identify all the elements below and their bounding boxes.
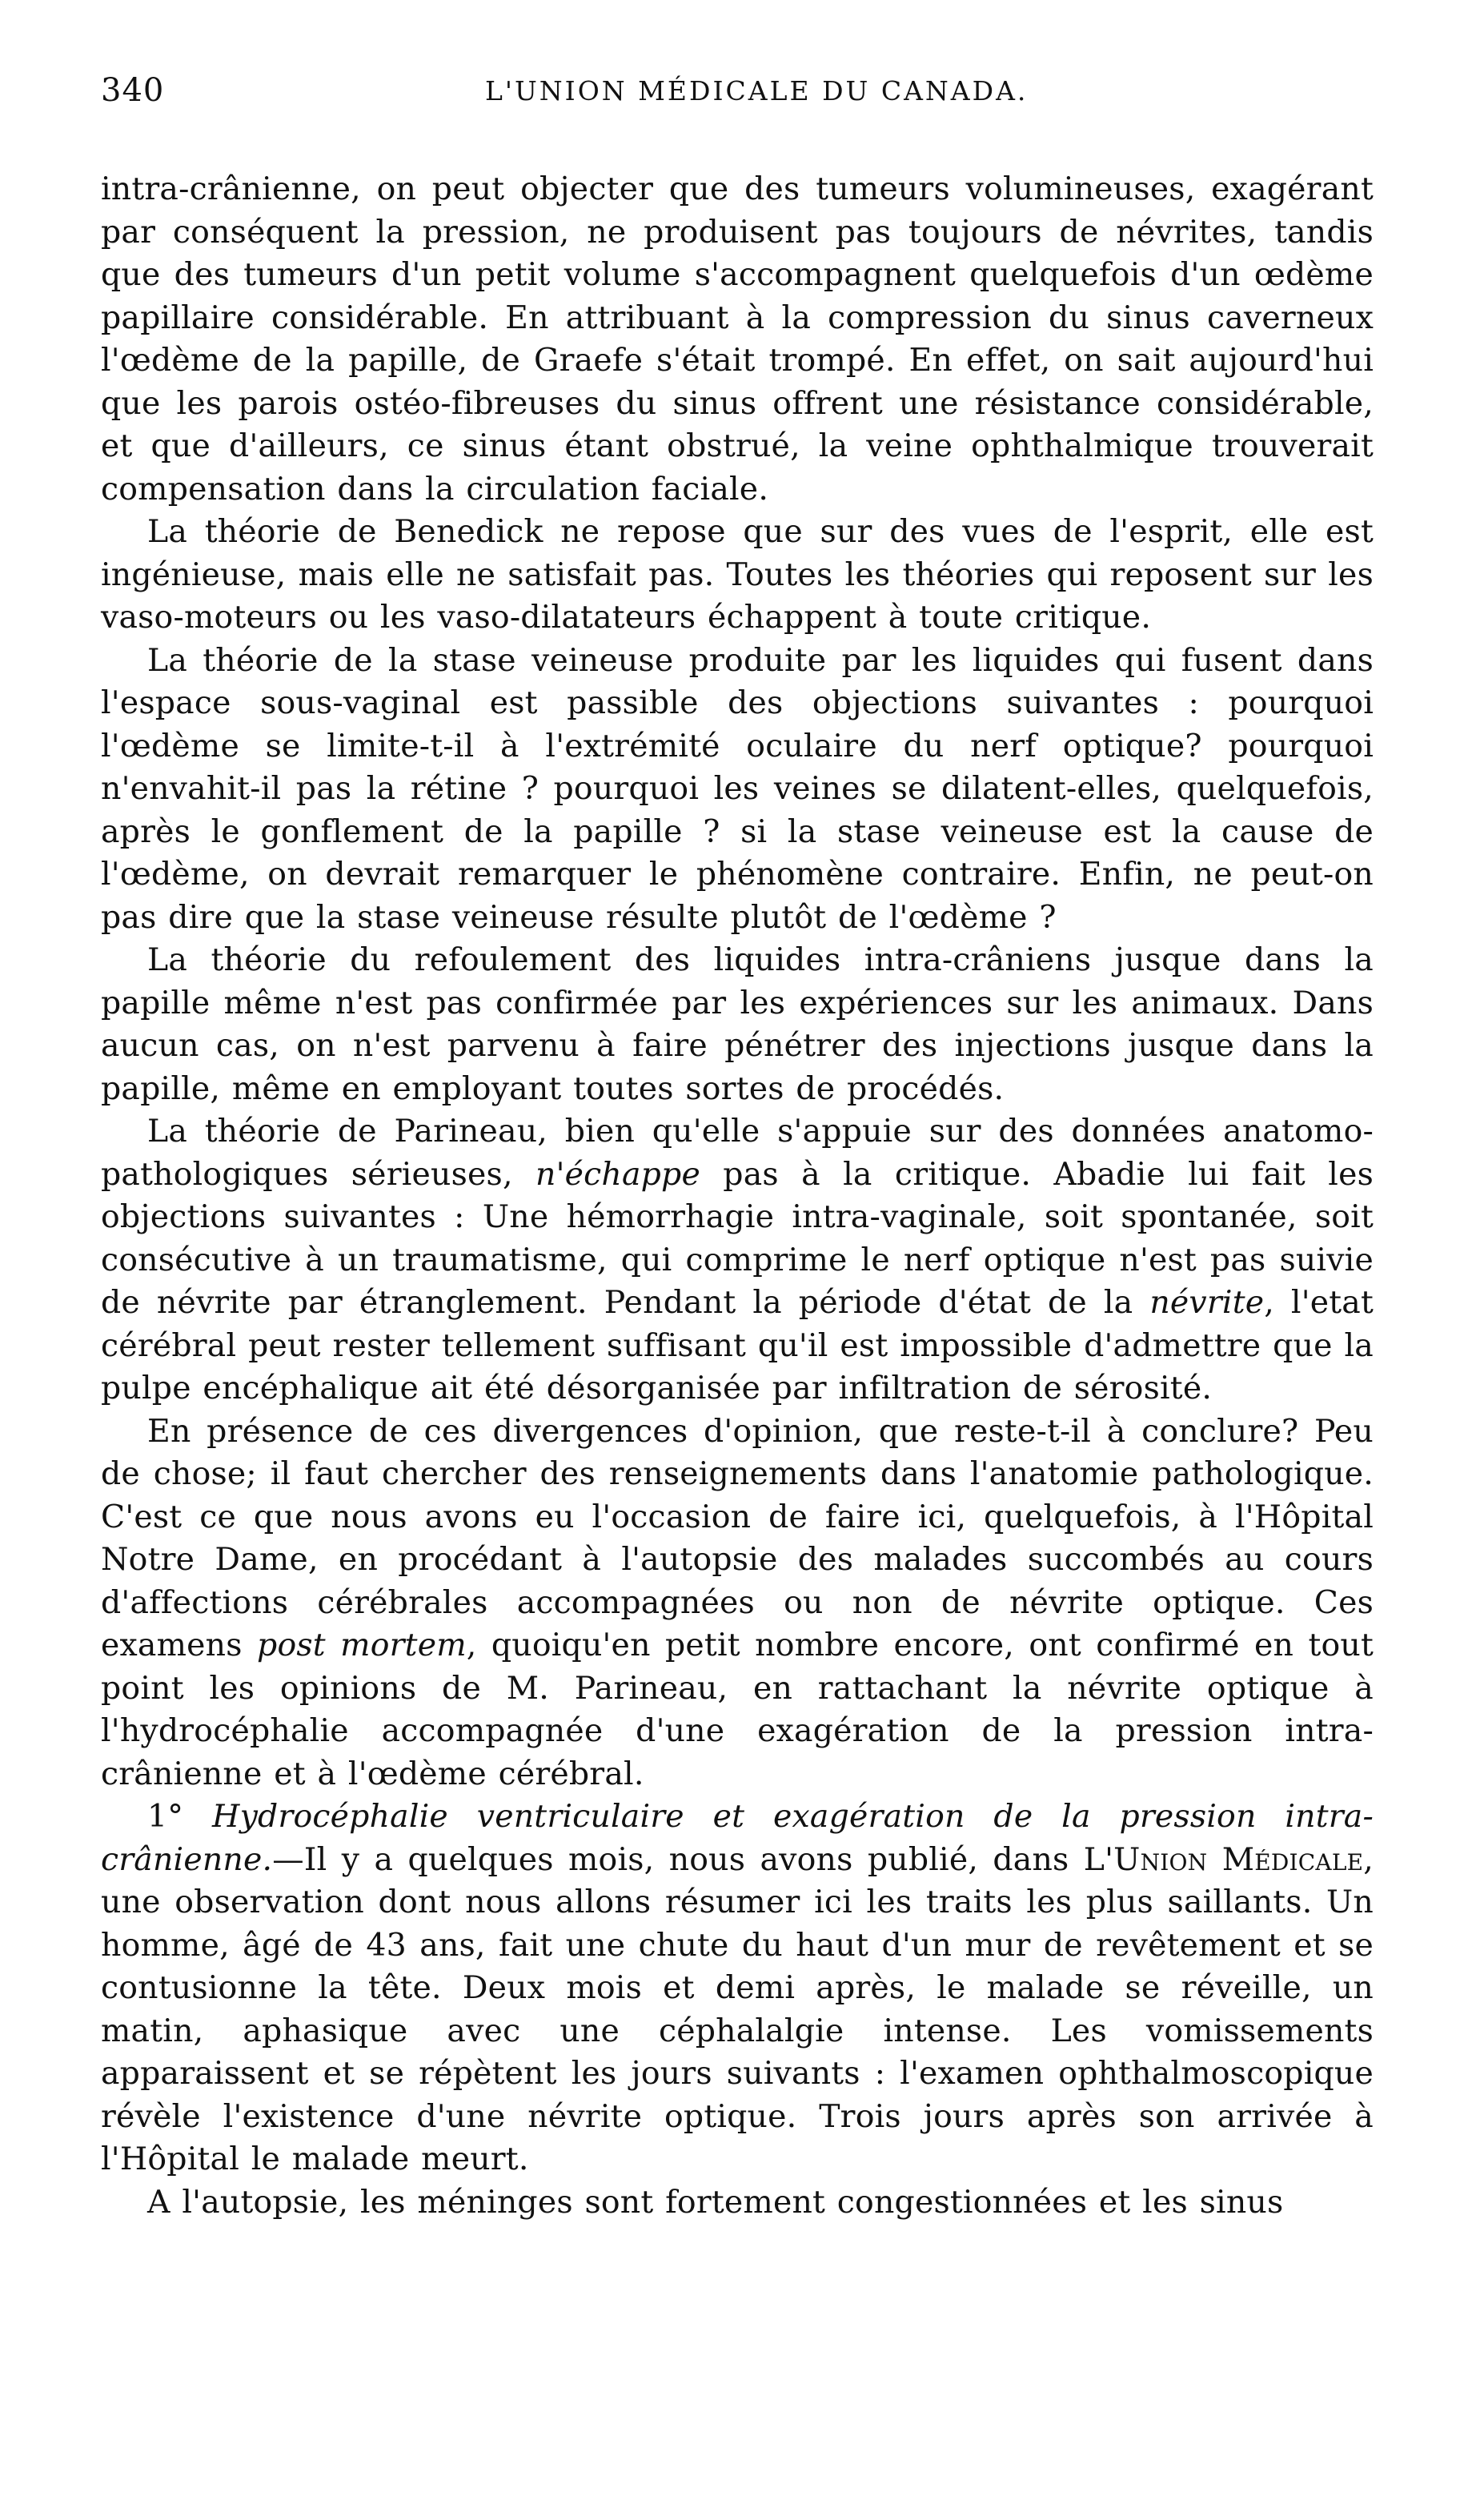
paragraph-2: La théorie de Benedick ne repose que sur des vues de l'esprit, elle est ingénieuse, mais elle ne satisfait pas. Toutes les théories qui reposent sur les vaso-moteurs ou les vaso-dilatateurs échappent à toute critique.: [101, 513, 1374, 636]
paragraph-5-text-c: , l'etat cérébral peut rester tellement suffisant qu'il est impossible d'admettre que la pulpe encéphalique ait été désorganisée par infiltration de sérosité.: [101, 1284, 1374, 1406]
journal-reference: L'Union Médicale: [1083, 1840, 1364, 1878]
journal-title: L'UNION MÉDICALE DU CANADA.: [485, 75, 1029, 106]
paragraph-6-text-a: En présence de ces divergences d'opinion, que reste-t-il à conclure? Peu de chose; il faut chercher des renseignements dans l'anatomie pathologique. C'est ce que nous avons eu l'occasion de faire ici, quelquefois, à l'Hôpital Notre Dame, en procédant à l'autopsie des malades succombés au cours d'affections cérébrales accompagnées ou non de névrite optique. Ces examens: [101, 1412, 1374, 1663]
paragraph-6-text-b: , quoiqu'en petit nombre encore, ont confirmé en tout point les opinions de M. Parineau, en rattachant la névrite optique à l'hydrocéphalie accompagnée d'une exagération de la pression intra-crânienne et à l'œdème cérébral.: [101, 1627, 1374, 1792]
paragraph-5-italic-b: névrite: [1149, 1284, 1265, 1321]
section-number: 1°: [147, 1798, 184, 1835]
paragraph-5-text-a: La théorie de Parineau, bien qu'elle s'appuie sur des données anatomo-pathologiques sérieuses,: [101, 1113, 1374, 1193]
paragraph-8: A l'autopsie, les méninges sont fortement congestionnées et les sinus: [147, 2183, 1284, 2221]
running-head: [101, 72, 1374, 128]
section-heading: Hydrocéphalie ventriculaire et exagération de la pression intra-crânienne.: [101, 1798, 1374, 1878]
paragraph-6-italic: post mortem: [257, 1627, 467, 1663]
paragraph-7-text-b: , une observation dont nous allons résumer ici les traits les plus saillants. Un homme, âgé de 43 ans, fait une chute du haut d'un mur de revêtement et se contusionne la tête. Deux mois et demi après, le malade se réveille, un matin, aphasique avec une céphalalgie intense. Les vomissements apparaissent et se répètent les jours suivants : l'examen ophthalmoscopique révèle l'existence d'une névrite optique. Trois jours après son arrivée à l'Hôpital le malade meurt.: [101, 1840, 1374, 2177]
paragraph-4: La théorie du refoulement des liquides intra-crâniens jusque dans la papille même n'est pas confirmée par les expériences sur les animaux. Dans aucun cas, on n'est parvenu à faire pénétrer des injections jusque dans la papille, même en employant toutes sortes de procédés.: [101, 941, 1374, 1107]
paragraph-6: [101, 1410, 1374, 1796]
page-number: 340: [101, 72, 165, 109]
paragraph-7: [101, 1796, 1374, 2181]
article-body: [101, 168, 1374, 2224]
paragraph-7-text-a: —Il y a quelques mois, nous avons publié, dans: [272, 1840, 1084, 1878]
paragraph-5-italic-a: n'échappe: [535, 1155, 700, 1193]
paragraph-1: intra-crânienne, on peut objecter que des tumeurs volumineuses, exagérant par conséquent la pression, ne produisent pas toujours de névrites, tandis que des tumeurs d'un petit volume s'accompagnent quelquefois d'un œdème papillaire considérable. En attribuant à la compression du sinus caverneux l'œdème de la papille, de Graefe s'était trompé. En effet, on sait aujourd'hui que les parois ostéo-fibreuses du sinus offrent une résistance considérable, et que d'ailleurs, ce sinus étant obstrué, la veine ophthalmique trouverait compensation dans la circulation faciale.: [101, 171, 1374, 508]
paragraph-5-text-b: pas à la critique. Abadie lui fait les objections suivantes : Une hémorrhagie intra-vaginale, soit spontanée, soit consécutive à un traumatisme, qui comprime le nerf optique n'est pas suivie de névrite par étranglement. Pendant la période d'état de la: [101, 1155, 1374, 1321]
paragraph-3: La théorie de la stase veineuse produite par les liquides qui fusent dans l'espace sous-vaginal est passible des objections suivantes : pourquoi l'œdème se limite-t-il à l'extrémité oculaire du nerf optique? pourquoi n'envahit-il pas la rétine ? pourquoi les veines se dilatent-elles, quelquefois, après le gonflement de la papille ? si la stase veineuse est la cause de l'œdème, on devrait remarquer le phénomène contraire. Enfin, ne peut-on pas dire que la stase veineuse résulte plutôt de l'œdème ?: [101, 641, 1374, 936]
paragraph-5: [101, 1110, 1374, 1410]
document-page: [101, 72, 1374, 2482]
